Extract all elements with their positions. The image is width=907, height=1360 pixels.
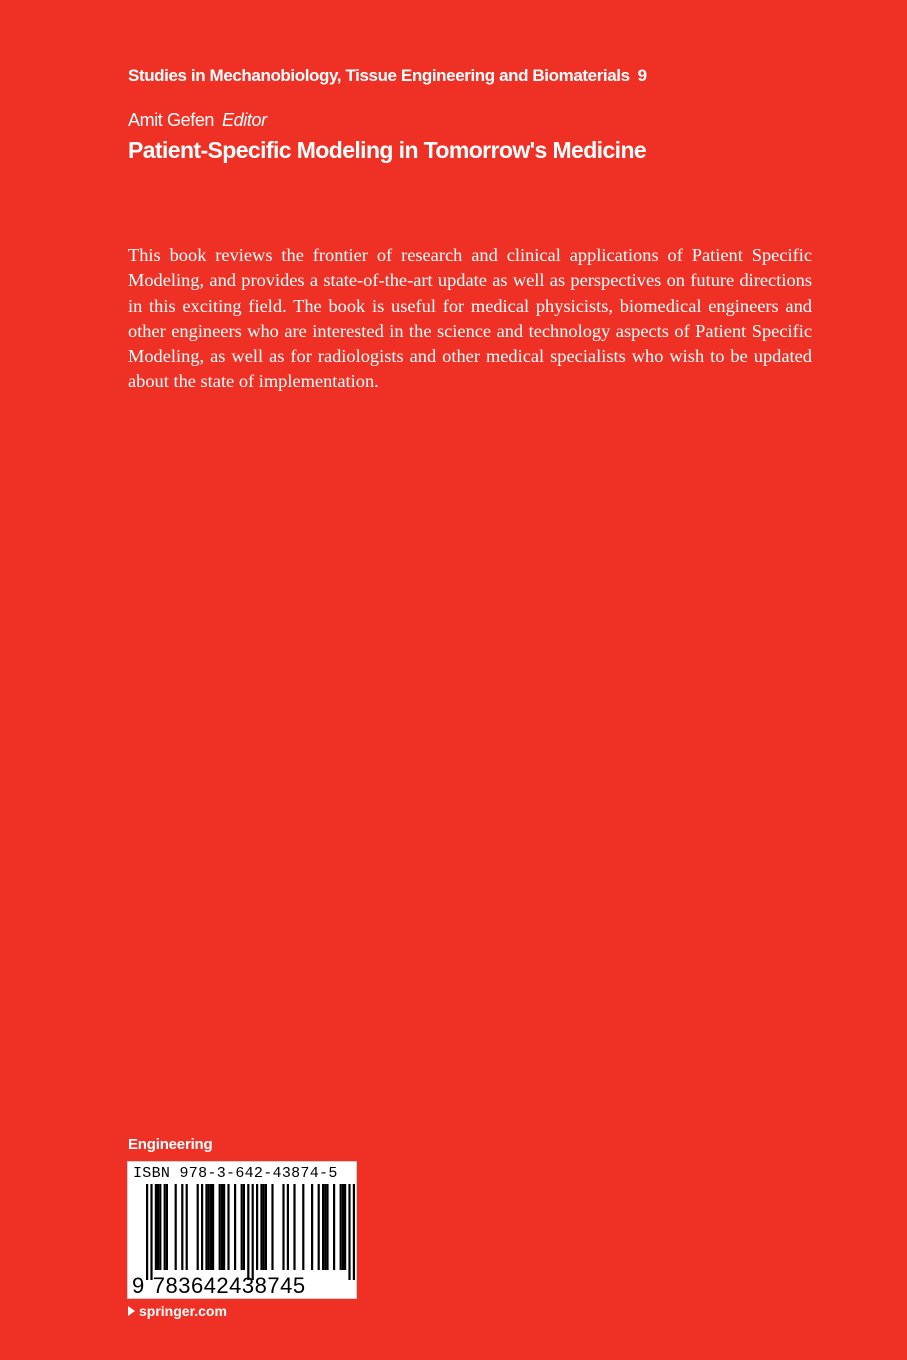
barcode-bar <box>252 1184 254 1280</box>
editor-name: Amit Gefen <box>128 110 215 130</box>
barcode-bar <box>166 1184 168 1270</box>
barcode-bar <box>208 1184 210 1270</box>
barcode-bar <box>333 1184 335 1270</box>
barcode-bar <box>227 1184 229 1270</box>
barcode-bar <box>287 1184 289 1270</box>
barcode-bar <box>186 1184 188 1270</box>
barcode-bar <box>155 1184 157 1270</box>
barcode-bar <box>342 1184 344 1270</box>
barcode-bar <box>243 1184 245 1270</box>
barcode-bar <box>219 1184 221 1270</box>
barcode-bar <box>212 1184 214 1270</box>
barcode-remaining-digits: 783642438745 <box>152 1273 306 1298</box>
series-volume: 9 <box>637 66 647 85</box>
barcode-bar <box>318 1184 320 1270</box>
series-name: Studies in Mechanobiology, Tissue Engineering and Biomaterials <box>128 66 630 85</box>
arrow-right-icon <box>128 1306 135 1316</box>
barcode-first-digit: 9 <box>132 1273 145 1298</box>
barcode-bar <box>197 1184 199 1270</box>
editor-role: Editor <box>222 110 267 130</box>
barcode-bar <box>322 1184 324 1270</box>
barcode-bar <box>348 1184 350 1280</box>
barcode-bar <box>223 1184 225 1270</box>
barcode-bar <box>221 1184 223 1270</box>
barcode-bar <box>326 1184 328 1270</box>
barcode-bar <box>302 1184 304 1270</box>
barcode-bar <box>241 1184 243 1270</box>
isbn-label: ISBN 978-3-642-43874-5 <box>133 1165 338 1182</box>
website-label: springer.com <box>139 1303 227 1319</box>
barcode-bar <box>201 1184 203 1270</box>
barcode-bar <box>353 1184 355 1280</box>
barcode-bar <box>263 1184 265 1270</box>
barcode-bar <box>260 1184 262 1270</box>
barcode-bar <box>210 1184 212 1270</box>
book-title: Patient-Specific Modeling in Tomorrow's Medicine <box>128 137 647 163</box>
barcode-bar <box>340 1184 342 1270</box>
barcode-bar <box>146 1184 148 1280</box>
series-title <box>128 66 647 86</box>
barcode-bar <box>311 1184 313 1270</box>
publisher-website[interactable] <box>128 1303 227 1319</box>
barcode-bar <box>324 1184 326 1270</box>
barcode-bar <box>247 1184 249 1280</box>
barcode-bar <box>265 1184 267 1270</box>
barcode-bar <box>293 1184 295 1270</box>
barcode-bar <box>157 1184 159 1270</box>
editor-line <box>128 110 267 131</box>
subject-category: Engineering <box>128 1136 213 1153</box>
barcode-bar <box>181 1184 183 1270</box>
barcode-bar <box>175 1184 177 1270</box>
barcode-bar <box>150 1184 152 1280</box>
barcode-bar <box>271 1184 273 1270</box>
barcode-bar <box>159 1184 161 1270</box>
book-description: This book reviews the frontier of research and clinical applications of Patient Specific Modeling, and provides a state-of-the-art update as well as perspectives on future directions in this exciting field. The book is useful for medical physicists, biomedical engineers and other engineers who are interested in the science and technology aspects of Patient Specific Modeling, as well as for radiologists and other medical specialists who wish to be updated about the state of implementation. <box>128 245 812 392</box>
barcode-bar <box>344 1184 346 1270</box>
barcode-bar <box>234 1184 236 1270</box>
barcode-bar <box>282 1184 284 1270</box>
barcode-bar <box>164 1184 166 1270</box>
isbn-barcode <box>127 1161 357 1299</box>
barcode-digits <box>132 1273 306 1299</box>
barcode-bar <box>256 1184 258 1270</box>
barcode-bar <box>205 1184 207 1270</box>
